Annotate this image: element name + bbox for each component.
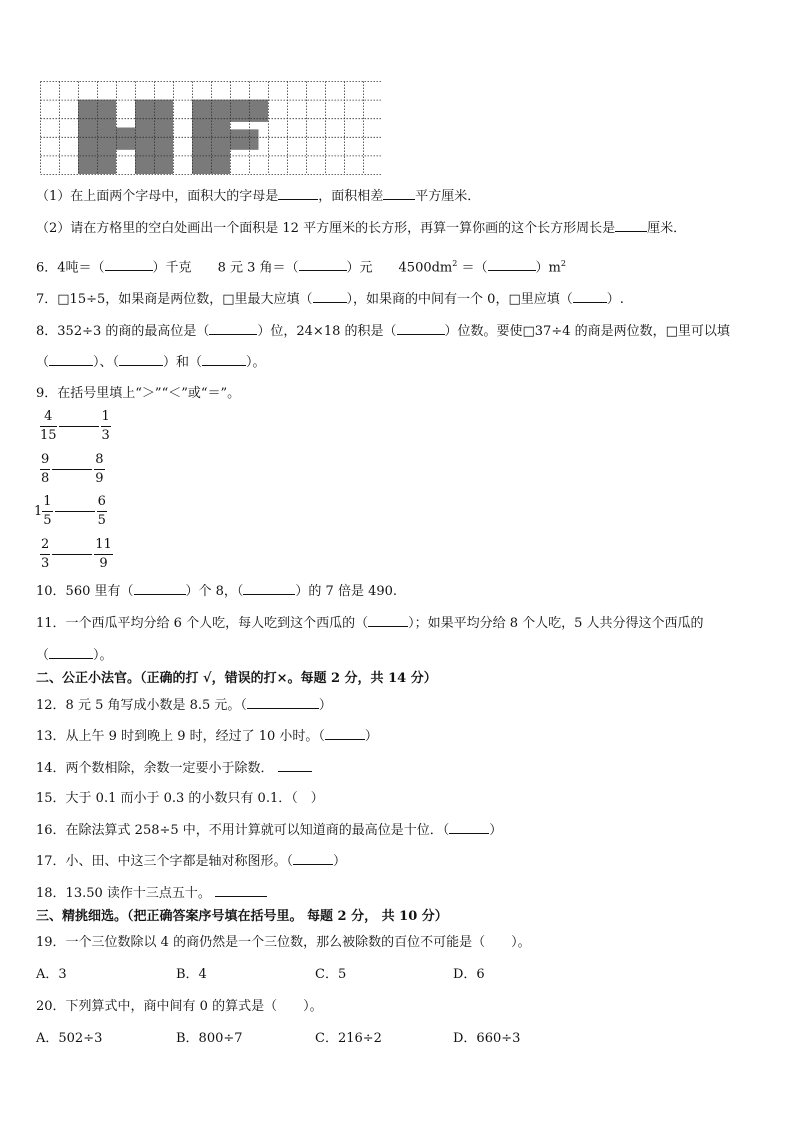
section-2-heading: 二、公正小法官。（正确的打 √，错误的打×。每题 2 分，共 14 分） bbox=[36, 671, 437, 686]
q19-option-b[interactable]: B．4 bbox=[176, 967, 207, 982]
q8-line2: （ ）、（ ）和（ ）。 bbox=[36, 352, 266, 373]
q20-option-d[interactable]: D．660÷3 bbox=[453, 1031, 521, 1046]
answer-blank[interactable] bbox=[243, 581, 295, 595]
q8-line1: 8．352÷3 的商的最高位是（ ）位，24×18 的积是（ ）位数。要使□37÷4 的商是两位数，□里可以填 bbox=[36, 321, 730, 342]
q16: 16．在除法算式 258÷5 中，不用计算就可以知道商的最高位是十位．（ ） bbox=[36, 820, 502, 841]
answer-blank[interactable] bbox=[49, 645, 93, 659]
letter-grid bbox=[40, 81, 382, 175]
q19-option-a[interactable]: A．3 bbox=[36, 967, 67, 982]
q11-line2: （ ）。 bbox=[36, 645, 113, 666]
answer-blank[interactable] bbox=[488, 257, 536, 271]
q9-row-1: $\frac{4}{15}$ $\frac{1}{3}$ bbox=[40, 409, 110, 443]
q9-instruction: 9．在括号里填上“＞”“＜”或“＝”。 bbox=[36, 386, 241, 401]
q6: 6．4吨＝（ ）千克 8 元 3 角＝（ ）元 $4500dm^2$ ＝（ ）$m^2$ bbox=[36, 259, 566, 276]
answer-blank[interactable] bbox=[49, 352, 93, 366]
answer-blank[interactable] bbox=[278, 758, 312, 772]
letter-h-left-stroke bbox=[78, 100, 116, 174]
q17: 17．小、田、中这三个字都是轴对称图形。（ ） bbox=[36, 851, 346, 872]
answer-blank[interactable] bbox=[52, 554, 92, 555]
answer-blank[interactable] bbox=[215, 883, 267, 897]
answer-blank[interactable] bbox=[247, 695, 319, 709]
answer-blank[interactable] bbox=[278, 186, 318, 200]
answer-blank[interactable] bbox=[325, 726, 365, 740]
q20-option-c[interactable]: C．216÷2 bbox=[315, 1031, 382, 1046]
answer-blank[interactable] bbox=[293, 851, 333, 865]
answer-blank[interactable] bbox=[449, 820, 489, 834]
answer-blank[interactable] bbox=[209, 321, 257, 335]
answer-blank[interactable] bbox=[615, 218, 647, 232]
q5-part1: （1）在上面两个字母中，面积大的字母是 ，面积相差 平方厘米． bbox=[36, 186, 480, 207]
answer-blank[interactable] bbox=[105, 257, 153, 271]
q19-option-c[interactable]: C．5 bbox=[315, 967, 347, 982]
answer-blank[interactable] bbox=[368, 613, 408, 627]
section-3-heading: 三、精挑细选。（把正确答案序号填在括号里。 每题 2 分， 共 10 分） bbox=[36, 909, 448, 924]
q13: 13．从上午 9 时到晚上 9 时，经过了 10 小时。（ ） bbox=[36, 726, 378, 747]
q7: 7．□15÷5，如果商是两位数，□里最大应填（ ），如果商的中间有一个 0，□里应填（ ）. bbox=[36, 289, 624, 310]
answer-blank[interactable] bbox=[299, 257, 347, 271]
answer-blank[interactable] bbox=[383, 186, 415, 200]
q9-row-3: 1 $\frac{1}{5}$ $\frac{6}{5}$ bbox=[34, 494, 106, 528]
q10: 10．560 里有（ ）个 8，（ ）的 7 倍是 490. bbox=[36, 581, 397, 602]
answer-blank[interactable] bbox=[397, 321, 445, 335]
q19: 19．一个三位数除以 4 的商仍然是一个三位数，那么被除数的百位不可能是（ ）。 bbox=[36, 935, 531, 950]
answer-blank[interactable] bbox=[313, 289, 347, 303]
q5-part2: （2）请在方格里的空白处画出一个面积是 12 平方厘米的长方形，再算一算你画的这个长方形周长是 厘米． bbox=[36, 218, 686, 239]
q12: 12．8 元 5 角写成小数是 8.5 元。（ ） bbox=[36, 695, 332, 716]
letter-f-middle-bar bbox=[230, 129, 259, 149]
q19-option-d[interactable]: D．6 bbox=[453, 967, 485, 982]
answer-blank[interactable] bbox=[573, 289, 607, 303]
answer-blank[interactable] bbox=[119, 352, 163, 366]
letter-h-right-stroke bbox=[135, 100, 173, 174]
letter-h-crossbar bbox=[116, 128, 135, 150]
q9-row-2: $\frac{9}{8}$ $\frac{8}{9}$ bbox=[41, 452, 104, 486]
answer-blank[interactable] bbox=[52, 469, 92, 470]
q20-option-a[interactable]: A．502÷3 bbox=[36, 1031, 103, 1046]
answer-blank[interactable] bbox=[134, 581, 186, 595]
answer-blank[interactable] bbox=[55, 511, 95, 512]
answer-blank[interactable] bbox=[59, 426, 99, 427]
q15: 15．大于 0.1 而小于 0.3 的小数只有 0.1．（ ） bbox=[36, 791, 324, 806]
q20: 20．下列算式中，商中间有 0 的算式是（ ）。 bbox=[36, 999, 323, 1014]
q20-option-b[interactable]: B．800÷7 bbox=[176, 1031, 243, 1046]
q9-row-4: $\frac{2}{3}$ $\frac{11}{9}$ bbox=[41, 537, 112, 571]
q14: 14．两个数相除，余数一定要小于除数． bbox=[36, 758, 312, 779]
q11-line1: 11．一个西瓜平均分给 6 个人吃，每人吃到这个西瓜的（ ）；如果平均分给 8 个人吃，5 人共分得这个西瓜的 bbox=[36, 613, 704, 634]
letter-f-stem bbox=[192, 100, 230, 174]
q18: 18．13.50 读作十三点五十。 bbox=[36, 883, 267, 904]
answer-blank[interactable] bbox=[202, 352, 246, 366]
